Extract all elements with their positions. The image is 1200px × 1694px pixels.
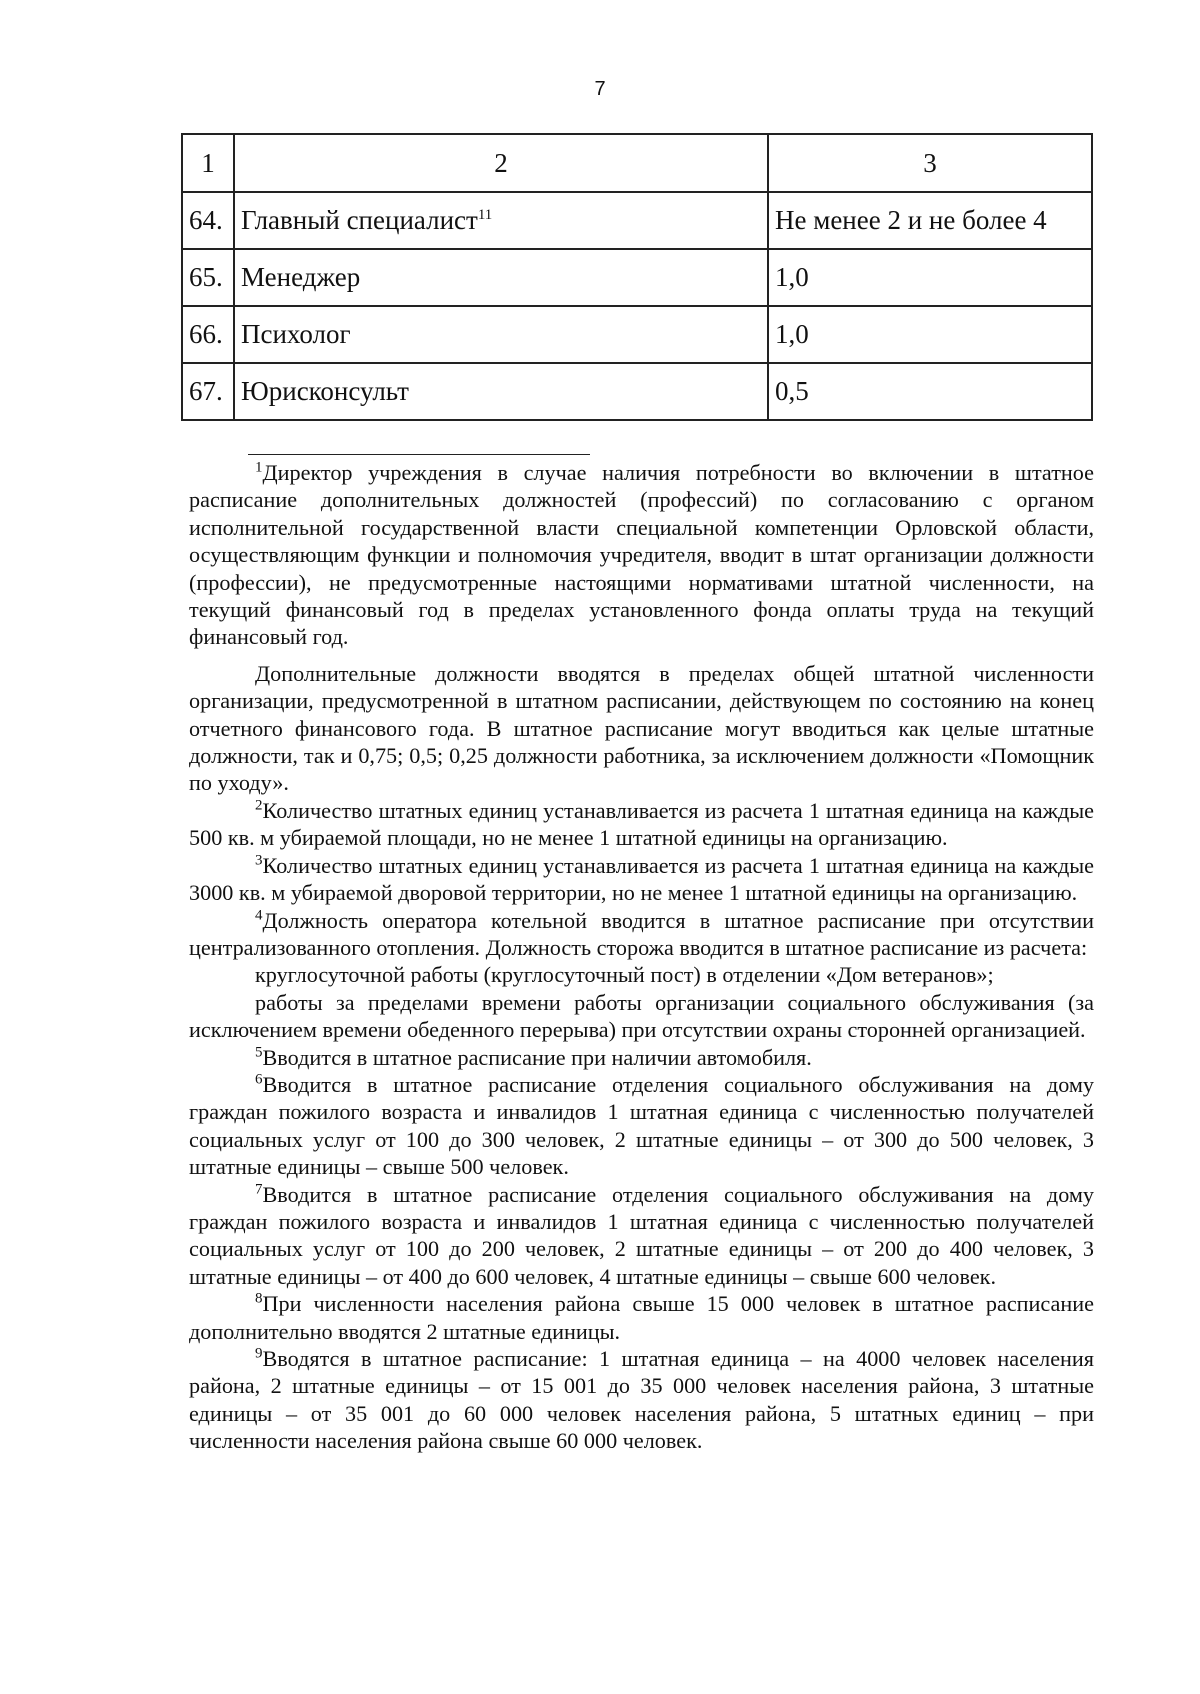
row-number: 67. — [182, 363, 234, 420]
header-cell: 2 — [234, 134, 768, 192]
position-title-text: Главный специалист — [241, 205, 478, 235]
footnote-text: работы за пределами времени работы организации социального обслуживания (за исключением времени обеденного перерыва) при отсутствии охраны сторонней организацией. — [189, 989, 1094, 1043]
footnote — [189, 1181, 1094, 1291]
footnote-marker: 6 — [255, 1071, 263, 1088]
footnote-text: При численности населения района свыше 15 000 человек в штатное расписание дополнительно вводятся 2 штатные единицы. — [189, 1291, 1094, 1344]
footnote-paragraph — [189, 660, 1094, 797]
footnote-paragraph — [189, 989, 1094, 1044]
row-number: 64. — [182, 192, 234, 249]
footnote-marker: 3 — [255, 852, 263, 869]
staffing-table — [181, 133, 1093, 421]
header-cell: 3 — [768, 134, 1092, 192]
footnotes — [189, 459, 1094, 1455]
position-title — [234, 192, 768, 249]
footnote-text: Вводится в штатное расписание при наличии автомобиля. — [262, 1044, 812, 1070]
footnote-text: Директор учреждения в случае наличия потребности во включении в штатное расписание дополнительных должностей (профессий) по согласованию с органом исполнительной государственной власти специальной компетенции Орловской области, осуществляющим функции и полномочия учредителя, вводит в штат организации должности (профессии), не предусмотренные настоящими нормативами штатной численности, на текущий финансовый год в пределах установленного фонда оплаты труда на текущий финансовый год. — [189, 460, 1094, 650]
footnote — [189, 1290, 1094, 1345]
footnote-marker: 9 — [255, 1345, 263, 1362]
staff-count: Не менее 2 и не более 4 — [768, 192, 1092, 249]
staff-count: 0,5 — [768, 363, 1092, 420]
position-title: Менеджер — [234, 249, 768, 306]
footnote-ref: 11 — [477, 207, 493, 223]
footnote-marker: 8 — [255, 1290, 263, 1307]
footnote — [189, 1071, 1094, 1181]
footnote — [189, 459, 1094, 651]
footnote-separator — [248, 454, 590, 455]
row-number: 65. — [182, 249, 234, 306]
footnote-text: Вводится в штатное расписание отделения социального обслуживания на дому граждан пожилого возраста и инвалидов 1 штатная единица с численностью получателей социальных услуг от 100 до 300 человек, 2 штатные единицы – от 300 до 500 человек, 3 штатные единицы – свыше 500 человек. — [189, 1071, 1094, 1180]
table-header-row — [182, 134, 1092, 192]
footnote-marker: 4 — [255, 907, 263, 924]
footnote-text: Дополнительные должности вводятся в пределах общей штатной численности организации, предусмотренной в штатном расписании, действующем по состоянию на конец отчетного финансового года. В штатное расписание могут вводиться как целые штатные должности, так и 0,75; 0,5; 0,25 должности работника, за исключением должности «Помощник по уходу». — [189, 660, 1094, 796]
footnote-text: Количество штатных единиц устанавливается из расчета 1 штатная единица на каждые 500 кв. м убираемой площади, но не менее 1 штатной единицы на организацию. — [189, 797, 1094, 851]
footnote-paragraph — [189, 961, 1094, 988]
footnote-text: Количество штатных единиц устанавливается из расчета 1 штатная единица на каждые 3000 кв. м убираемой дворовой территории, но не менее 1 штатной единицы на организацию. — [189, 852, 1094, 906]
footnote-text: Должность оператора котельной вводится в штатное расписание при отсутствии централизованного отопления. Должность сторожа вводится в штатное расписание из расчета: — [189, 907, 1094, 960]
table-row — [182, 249, 1092, 306]
footnote — [189, 1044, 1094, 1071]
table-row — [182, 192, 1092, 249]
footnote — [189, 1345, 1094, 1455]
staff-count: 1,0 — [768, 306, 1092, 363]
staff-count: 1,0 — [768, 249, 1092, 306]
footnote — [189, 852, 1094, 907]
position-title: Юрисконсульт — [234, 363, 768, 420]
page-number: 7 — [594, 78, 606, 100]
header-cell: 1 — [182, 134, 234, 192]
footnote-marker: 2 — [255, 797, 263, 814]
footnote-marker: 7 — [255, 1181, 263, 1198]
footnote-text: круглосуточной работы (круглосуточный пост) в отделении «Дом ветеранов»; — [255, 962, 994, 988]
footnote-text: Вводится в штатное расписание отделения социального обслуживания на дому граждан пожилого возраста и инвалидов 1 штатная единица с численностью получателей социальных услуг от 100 до 200 человек, 2 штатные единицы – от 200 до 400 человек, 3 штатные единицы – от 400 до 600 человек, 4 штатные единицы – свыше 600 человек. — [189, 1181, 1094, 1289]
table-row — [182, 306, 1092, 363]
table-row — [182, 363, 1092, 420]
footnote-text: Вводятся в штатное расписание: 1 штатная единица – на 4000 человек населения района, 2 штатные единицы – от 15 001 до 35 000 человек населения района, 3 штатные единицы – от 35 001 до 60 000 человек населения района, 5 штатных единиц – при численности населения района свыше 60 000 человек. — [189, 1346, 1094, 1454]
row-number: 66. — [182, 306, 234, 363]
footnote-marker: 5 — [255, 1044, 263, 1061]
position-title: Психолог — [234, 306, 768, 363]
footnote — [189, 907, 1094, 962]
footnote-marker: 1 — [255, 459, 263, 476]
footnote — [189, 797, 1094, 852]
